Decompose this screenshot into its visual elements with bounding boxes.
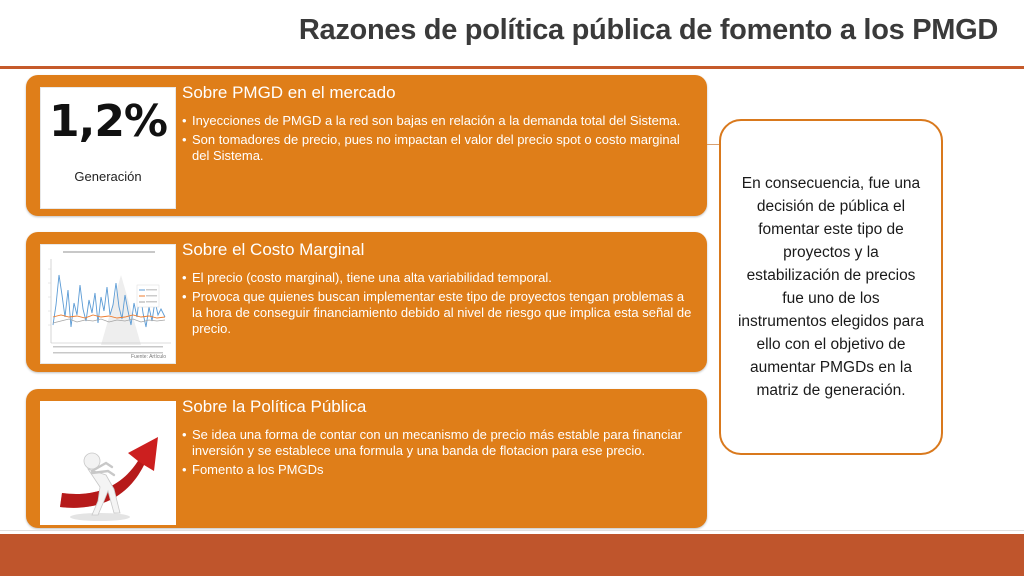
card-politica-publica <box>26 389 707 528</box>
red-arrow-figure-icon <box>40 401 176 525</box>
bullet-item: • Se idea una forma de contar con un mecanismo de precio más estable para financiar inversión y se establece una formula y una banda de flotacion para ese precio. <box>182 427 697 459</box>
stat-box <box>40 87 176 209</box>
conclusion-text: En consecuencia, fue una decisión de pública el fomentar este tipo de proyectos y la estabilización de precios fue uno de los instrumentos elegidos para ello con el objetivo de aumentar PMGDs en la matriz de generación. <box>737 175 925 399</box>
title-rule <box>0 66 1024 69</box>
stat-label: Generación <box>74 169 142 184</box>
bullet-item: • Son tomadores de precio, pues no impactan el valor del precio spot o costo marginal del Sistema. <box>182 132 697 164</box>
conclusion-box <box>719 119 943 455</box>
chart-caption: Fuente: Artículo <box>131 354 167 360</box>
card-heading: Sobre el Costo Marginal <box>182 240 365 259</box>
growth-arrow-illustration <box>40 401 176 525</box>
card-pmgd-mercado <box>26 75 707 216</box>
bullet-item: • Inyecciones de PMGD a la red son bajas en relación a la demanda total del Sistema. <box>182 113 697 129</box>
bullet-item: • El precio (costo marginal), tiene una alta variabilidad temporal. <box>182 270 697 286</box>
card-heading: Sobre PMGD en el mercado <box>182 83 396 102</box>
stat-value: 1,2% <box>48 96 168 147</box>
price-volatility-chart <box>41 245 176 364</box>
page-title: Razones de política pública de fomento a los PMGD <box>298 14 998 46</box>
bullet-item: • Fomento a los PMGDs <box>182 462 697 478</box>
footer-bar <box>0 534 1024 576</box>
footer-divider <box>0 530 1024 531</box>
card-costo-marginal <box>26 232 707 372</box>
bullet-item: • Provoca que quienes buscan implementar este tipo de proyectos tengan problemas a la hora de conseguir financiamiento debido al nivel de riesgo que implica esta señal de precio. <box>182 289 697 337</box>
card-heading: Sobre la Política Pública <box>182 397 367 416</box>
price-chart-thumbnail <box>40 244 176 364</box>
